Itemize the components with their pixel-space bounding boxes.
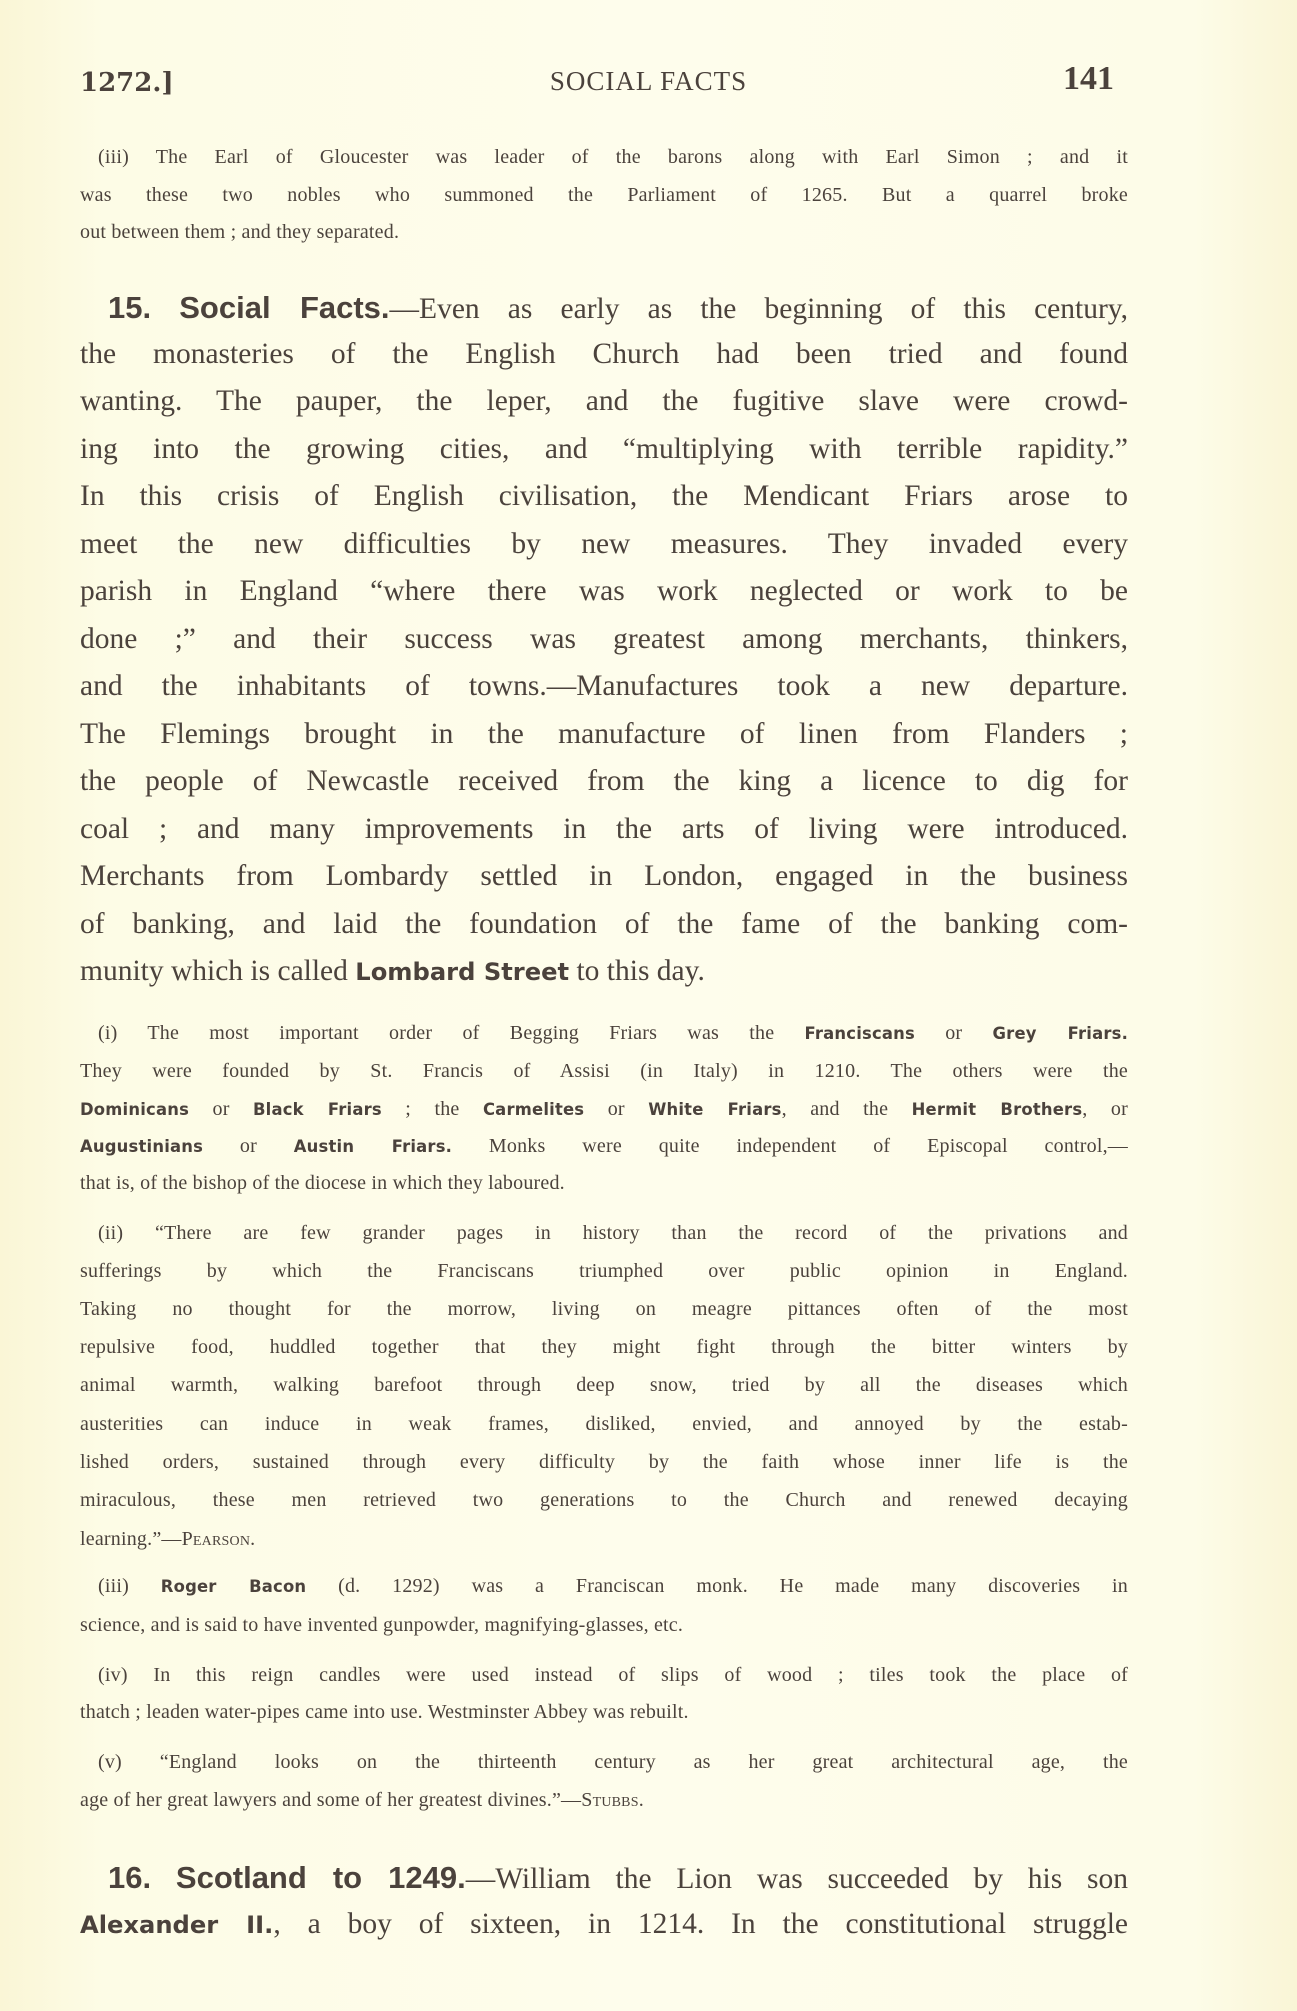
- note-line: (iv) In this reign candles were used instead of slips of wood ; tiles took the place of: [98, 1664, 1128, 1686]
- body-line: Merchants from Lombardy settled in London, engaged in the business: [80, 860, 1128, 892]
- body-line: the people of Newcastle received from the king a licence to dig for: [80, 765, 1128, 797]
- term-black-friars: Black Friars: [252, 1100, 382, 1119]
- attribution-stubbs: Stubbs.: [581, 1789, 644, 1811]
- page-number: 141: [1063, 60, 1114, 97]
- body-line: coal ; and many improvements in the arts of living were introduced.: [80, 813, 1128, 845]
- section-title: Scotland to 1249.: [175, 1860, 466, 1895]
- term-hermit-brothers: Hermit Brothers: [911, 1100, 1083, 1119]
- note-line: Taking no thought for the morrow, living on meagre pittances often of the most: [80, 1298, 1128, 1320]
- note-line: was these two nobles who summoned the Parliament of 1265. But a quarrel broke: [80, 184, 1128, 206]
- note-line: [80, 1098, 1128, 1121]
- body-line: done ;” and their success was greatest among merchants, thinkers,: [80, 623, 1128, 655]
- note-line: out between them ; and they separated.: [80, 221, 400, 243]
- note-text: age of her great lawyers and some of her greatest divines.”—: [80, 1789, 582, 1811]
- section-heading-line: [80, 290, 1128, 326]
- section-number: 15.: [108, 290, 152, 325]
- body-line: and the inhabitants of towns.—Manufactures took a new departure.: [80, 670, 1128, 702]
- note-text: ; the: [381, 1098, 483, 1120]
- note-text: (d. 1292) was a Franciscan monk. He made many discoveries in: [306, 1575, 1129, 1597]
- body-text: to this day.: [569, 955, 705, 987]
- term-dominicans: Dominicans: [80, 1100, 190, 1119]
- note-line: sufferings by which the Franciscans triumphed over public opinion in England.: [80, 1260, 1128, 1282]
- body-line: meet the new difficulties by new measures. They invaded every: [80, 528, 1128, 560]
- running-head-date: 1272.]: [80, 68, 174, 98]
- note-line: They were founded by St. Francis of Assisi (in Italy) in 1210. The others were the: [80, 1060, 1128, 1082]
- note-line: miraculous, these men retrieved two generations to the Church and renewed decaying: [80, 1489, 1128, 1511]
- section-number: 16.: [108, 1860, 152, 1895]
- body-line: the monasteries of the English Church had been tried and found: [80, 338, 1128, 370]
- body-line: [80, 1908, 1128, 1941]
- term-white-friars: White Friars: [648, 1100, 782, 1119]
- note-text: (i) The most important order of Begging Friars was the: [98, 1022, 805, 1044]
- body-line: In this crisis of English civilisation, the Mendicant Friars arose to: [80, 480, 1128, 512]
- note-line: (v) “England looks on the thirteenth century as her great architectural age, the: [98, 1751, 1128, 1773]
- body-line: The Flemings brought in the manufacture of linen from Flanders ;: [80, 718, 1128, 750]
- term-roger-bacon: Roger Bacon: [160, 1577, 307, 1596]
- note-line: thatch ; leaden water-pipes came into use. Westminster Abbey was rebuilt.: [80, 1701, 689, 1723]
- body-line-last: [80, 955, 1128, 988]
- term-grey-friars: Grey Friars.: [992, 1024, 1128, 1043]
- note-line: science, and is said to have invented gunpowder, magnifying-glasses, etc.: [80, 1614, 684, 1636]
- note-text: or: [189, 1098, 253, 1120]
- section-title: Social Facts.: [179, 290, 390, 325]
- note-line: [80, 1022, 1128, 1045]
- note-line: animal warmth, walking barefoot through deep snow, tried by all the diseases which: [80, 1374, 1128, 1396]
- note-text: , or: [1082, 1098, 1128, 1120]
- term-lombard-street: Lombard Street: [355, 958, 570, 986]
- running-head-title: SOCIAL FACTS: [549, 66, 748, 96]
- note-text: or: [203, 1135, 294, 1157]
- note-text: Monks were quite independent of Episcopal control,—: [452, 1135, 1128, 1157]
- body-text: , a boy of sixteen, in 1214. In the constitutional struggle: [273, 1908, 1128, 1940]
- body-line: parish in England “where there was work neglected or work to be: [80, 575, 1128, 607]
- note-line: that is, of the bishop of the diocese in which they laboured.: [80, 1172, 565, 1194]
- term-carmelites: Carmelites: [482, 1100, 585, 1119]
- term-alexander-ii: Alexander II.: [80, 1911, 274, 1939]
- attribution-pearson: Pearson.: [181, 1528, 256, 1550]
- term-austin-friars: Austin Friars.: [293, 1137, 453, 1156]
- term-franciscans: Franciscans: [804, 1024, 915, 1043]
- note-text: or: [584, 1098, 649, 1120]
- note-line: (ii) “There are few grander pages in history than the record of the privations and: [98, 1222, 1128, 1244]
- note-line: (iii) The Earl of Gloucester was leader of the barons along with Earl Simon ; and it: [98, 146, 1128, 168]
- note-line: repulsive food, huddled together that they might fight through the bitter winters by: [80, 1336, 1128, 1358]
- note-text: (iii): [98, 1575, 161, 1597]
- body-text: —William the Lion was succeeded by his son: [465, 1863, 1128, 1895]
- section-heading-line: [80, 1860, 1128, 1896]
- body-line: of banking, and laid the foundation of the fame of the banking com-: [80, 908, 1128, 940]
- note-line: [80, 1528, 1128, 1551]
- note-line: [80, 1135, 1128, 1158]
- body-line: ing into the growing cities, and “multiplying with terrible rapidity.”: [80, 433, 1128, 465]
- note-text: learning.”—: [80, 1528, 182, 1550]
- note-line: austerities can induce in weak frames, disliked, envied, and annoyed by the estab-: [80, 1413, 1128, 1435]
- note-line: lished orders, sustained through every difficulty by the faith whose inner life is the: [80, 1451, 1128, 1473]
- note-line: [80, 1575, 1128, 1598]
- note-line: [80, 1789, 1128, 1812]
- body-text: munity which is called: [80, 955, 356, 987]
- note-text: , and the: [781, 1098, 912, 1120]
- body-line: wanting. The pauper, the leper, and the fugitive slave were crowd-: [80, 385, 1128, 417]
- term-augustinians: Augustinians: [80, 1137, 204, 1156]
- note-text: or: [914, 1022, 993, 1044]
- body-text: —Even as early as the beginning of this century,: [389, 293, 1129, 325]
